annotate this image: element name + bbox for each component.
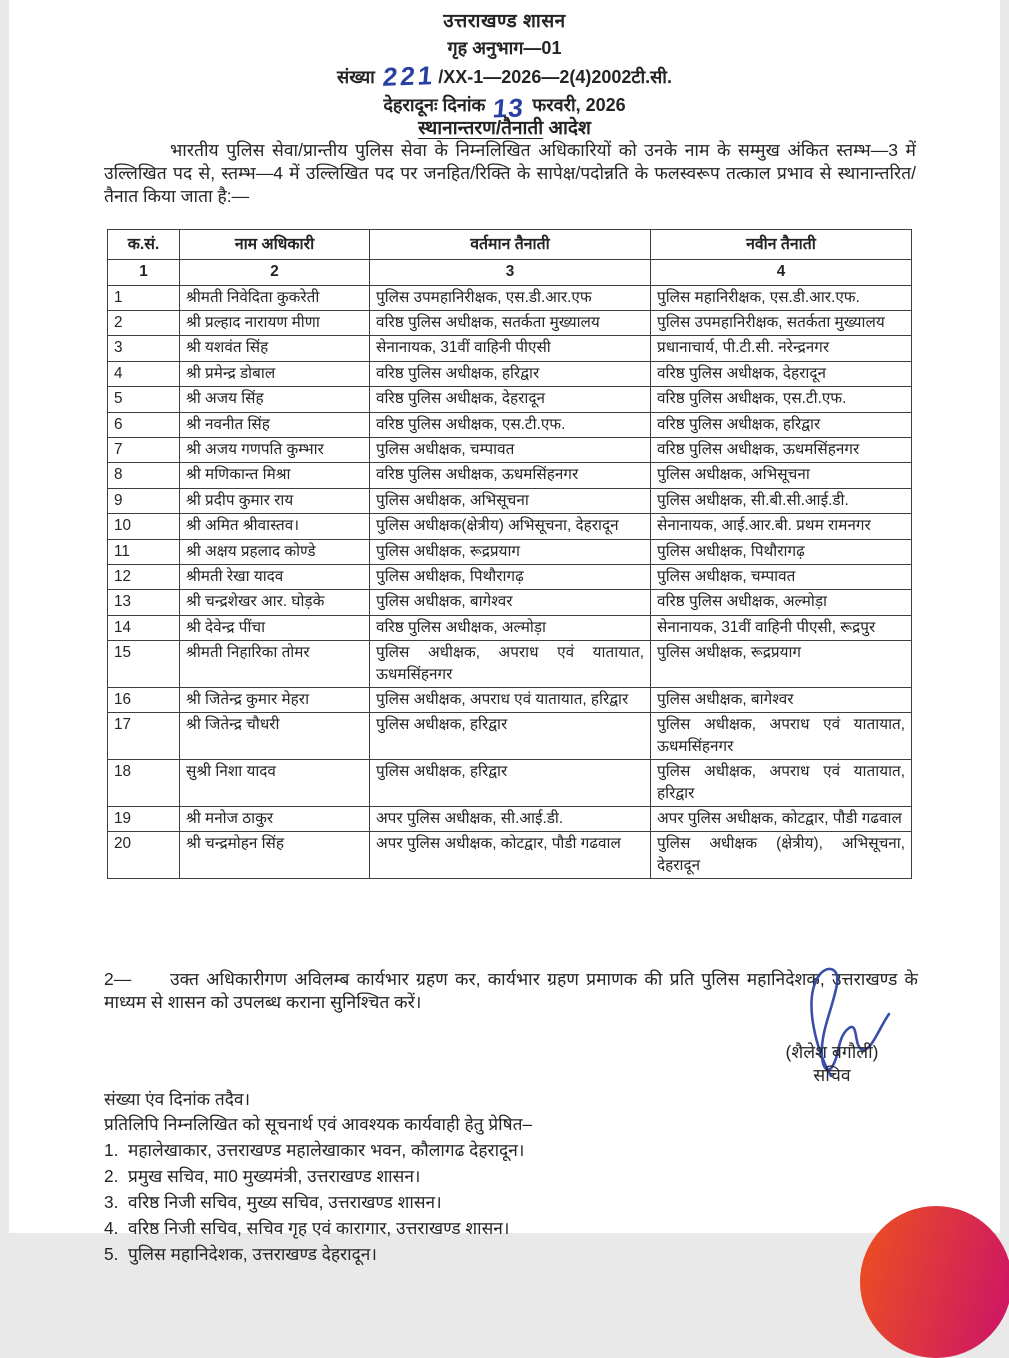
table-row <box>108 641 912 688</box>
cell-serial: 8 <box>108 463 180 488</box>
table-row <box>108 713 912 760</box>
cell-new-posting: पुलिस अधीक्षक, सी.बी.सी.आई.डी. <box>651 488 912 513</box>
cell-current-posting: पुलिस अधीक्षक, बागेश्वर <box>370 590 651 615</box>
table-colnum-row <box>108 260 912 285</box>
cell-serial: 17 <box>108 713 180 760</box>
cell-current-posting: अपर पुलिस अधीक्षक, सी.आई.डी. <box>370 807 651 832</box>
table-row <box>108 760 912 807</box>
cell-serial: 15 <box>108 641 180 688</box>
org-name: उत्तराखण्ड शासन <box>443 11 566 32</box>
cell-new-posting: पुलिस उपमहानिरीक्षक, सतर्कता मुख्यालय <box>651 310 912 335</box>
list-item-text: पुलिस महानिदेशक, उत्तराखण्ड देहरादून। <box>128 1243 377 1264</box>
order-title-rest: आदेश <box>543 118 591 139</box>
date-line <box>9 89 1000 124</box>
order-title <box>9 114 1000 140</box>
handwritten-number: 221 <box>381 60 437 92</box>
table-row <box>108 832 912 879</box>
cell-officer-name: श्री अजय सिंह <box>180 387 370 412</box>
place-label: देहरादूनः दिनांक <box>383 95 486 115</box>
cell-new-posting: वरिष्ठ पुलिस अधीक्षक, अल्मोड़ा <box>651 590 912 615</box>
number-rest: /XX-1—2026—2(4)2002टी.सी. <box>438 67 672 87</box>
table-row <box>108 807 912 832</box>
cell-current-posting: वरिष्ठ पुलिस अधीक्षक, एस.टी.एफ. <box>370 412 651 437</box>
cell-serial: 6 <box>108 412 180 437</box>
cell-serial: 20 <box>108 832 180 879</box>
list-item-number: 2. <box>104 1166 119 1187</box>
cell-officer-name: श्री प्रमेन्द्र डोबाल <box>180 361 370 386</box>
cell-serial: 16 <box>108 688 180 713</box>
list-item <box>104 1165 918 1188</box>
list-item-text: वरिष्ठ निजी सचिव, मुख्य सचिव, उत्तराखण्ड शासन। <box>128 1191 442 1212</box>
cell-officer-name: श्री मणिकान्त मिश्रा <box>180 463 370 488</box>
cell-current-posting: पुलिस अधीक्षक, हरिद्वार <box>370 760 651 807</box>
date-rest: फरवरी, 2026 <box>532 95 626 115</box>
cell-serial: 18 <box>108 760 180 807</box>
same-number-date-line: संख्या एंव दिनांक तदैव। <box>104 1089 251 1109</box>
cell-serial: 5 <box>108 387 180 412</box>
table-row <box>108 564 912 589</box>
number-line <box>9 60 1000 92</box>
list-item <box>104 1243 918 1266</box>
cell-current-posting: वरिष्ठ पुलिस अधीक्षक, अल्मोड़ा <box>370 615 651 640</box>
cell-new-posting: पुलिस अधीक्षक, अपराध एवं यातायात, हरिद्वार <box>651 760 912 807</box>
cell-officer-name: श्री मनोज ठाकुर <box>180 807 370 832</box>
cell-officer-name: श्री चन्द्रमोहन सिंह <box>180 832 370 879</box>
col-header-new: नवीन तैनाती <box>651 230 912 260</box>
list-item-number: 3. <box>104 1191 119 1212</box>
cell-officer-name: श्री प्रदीप कुमार राय <box>180 488 370 513</box>
colnum-1: 1 <box>108 260 180 285</box>
cell-officer-name: श्रीमती निहारिका तोमर <box>180 641 370 688</box>
cell-current-posting: पुलिस अधीक्षक, अपराध एवं यातायात, हरिद्वार <box>370 688 651 713</box>
table-row <box>108 310 912 335</box>
table-row <box>108 336 912 361</box>
cell-serial: 7 <box>108 437 180 462</box>
table-body <box>108 285 912 879</box>
cell-new-posting: वरिष्ठ पुलिस अधीक्षक, हरिद्वार <box>651 412 912 437</box>
cell-new-posting: पुलिस अधीक्षक, बागेश्वर <box>651 688 912 713</box>
intro-paragraph: भारतीय पुलिस सेवा/प्रान्तीय पुलिस सेवा के निम्नलिखित अधिकारियों को उनके नाम के सम्मुख अंकित स्तम्भ—3 में उल्लिखित पद से, स्तम्भ—4 में उल्लिखित पद पर जनहित/रिक्ति के सापेक्ष/पदोन्नति के फलस्वरूप तत्काल प्रभाव से स्थानान्तरित/तैनात किया जाता है:— <box>104 140 916 207</box>
list-item <box>104 1139 918 1162</box>
cell-current-posting: पुलिस अधीक्षक(क्षेत्रीय) अभिसूचना, देहरादून <box>370 514 651 539</box>
cell-officer-name: श्री अक्षय प्रहलाद कोण्डे <box>180 539 370 564</box>
number-label: संख्या <box>337 67 375 87</box>
list-item <box>104 1217 918 1240</box>
cell-officer-name: श्री देवेन्द्र पींचा <box>180 615 370 640</box>
cell-serial: 2 <box>108 310 180 335</box>
cell-current-posting: पुलिस अधीक्षक, अभिसूचना <box>370 488 651 513</box>
cell-current-posting: पुलिस अधीक्षक, रूद्रप्रयाग <box>370 539 651 564</box>
cell-officer-name: श्री यशवंत सिंह <box>180 336 370 361</box>
cell-current-posting: पुलिस उपमहानिरीक्षक, एस.डी.आर.एफ <box>370 285 651 310</box>
table-header-row <box>108 230 912 260</box>
table-row <box>108 488 912 513</box>
cell-serial: 9 <box>108 488 180 513</box>
cell-new-posting: पुलिस अधीक्षक, अपराध एवं यातायात, ऊधमसिंहनगर <box>651 713 912 760</box>
order-title-underlined: स्थानान्तरण/तैनाती <box>418 118 544 139</box>
table-row <box>108 387 912 412</box>
col-header-current: वर्तमान तैनाती <box>370 230 651 260</box>
cell-current-posting: वरिष्ठ पुलिस अधीक्षक, हरिद्वार <box>370 361 651 386</box>
table-row <box>108 285 912 310</box>
red-corner-badge <box>860 1206 1009 1358</box>
cell-officer-name: श्री चन्द्रशेखर आर. घोड़के <box>180 590 370 615</box>
cell-current-posting: अपर पुलिस अधीक्षक, कोटद्वार, पौडी गढवाल <box>370 832 651 879</box>
cell-officer-name: श्री अजय गणपति कुम्भार <box>180 437 370 462</box>
table-row <box>108 688 912 713</box>
cell-officer-name: श्री जितेन्द्र चौधरी <box>180 713 370 760</box>
list-item-number: 5. <box>104 1243 119 1264</box>
copy-list <box>104 1139 918 1266</box>
cell-serial: 11 <box>108 539 180 564</box>
colnum-4: 4 <box>651 260 912 285</box>
cell-new-posting: पुलिस अधीक्षक, अभिसूचना <box>651 463 912 488</box>
cell-new-posting: प्रधानाचार्य, पी.टी.सी. नरेन्द्रनगर <box>651 336 912 361</box>
list-item-text: महालेखाकार, उत्तराखण्ड महालेखाकार भवन, कौलागढ देहरादून। <box>128 1140 525 1161</box>
table-row <box>108 361 912 386</box>
section-line: गृह अनुभाग—01 <box>447 38 562 58</box>
cell-officer-name: श्रीमती निवेदिता कुकरेती <box>180 285 370 310</box>
transfer-table <box>107 229 912 879</box>
signature-block <box>749 1041 915 1087</box>
cell-new-posting: वरिष्ठ पुलिस अधीक्षक, ऊधमसिंहनगर <box>651 437 912 462</box>
cell-new-posting: पुलिस महानिरीक्षक, एस.डी.आर.एफ. <box>651 285 912 310</box>
cell-serial: 3 <box>108 336 180 361</box>
cell-current-posting: पुलिस अधीक्षक, अपराध एवं यातायात, ऊधमसिंहनगर <box>370 641 651 688</box>
table-row <box>108 412 912 437</box>
cell-new-posting: पुलिस अधीक्षक (क्षेत्रीय), अभिसूचना, देहरादून <box>651 832 912 879</box>
table-row <box>108 514 912 539</box>
cell-serial: 4 <box>108 361 180 386</box>
table-row <box>108 539 912 564</box>
cell-officer-name: श्री प्रल्हाद नारायण मीणा <box>180 310 370 335</box>
list-item-text: प्रमुख सचिव, मा0 मुख्यमंत्री, उत्तराखण्ड शासन। <box>128 1166 421 1187</box>
list-item-number: 1. <box>104 1140 119 1161</box>
cell-serial: 10 <box>108 514 180 539</box>
col-header-name: नाम अधिकारी <box>180 230 370 260</box>
cell-current-posting: सेनानायक, 31वीं वाहिनी पीएसी <box>370 336 651 361</box>
document-page <box>9 0 1000 1264</box>
cell-officer-name: श्री नवनीत सिंह <box>180 412 370 437</box>
cell-serial: 14 <box>108 615 180 640</box>
copy-heading: प्रतिलिपि निम्नलिखित को सूचनार्थ एवं आवश्यक कार्यवाही हेतु प्रेषित– <box>104 1114 533 1135</box>
cell-current-posting: पुलिस अधीक्षक, चम्पावत <box>370 437 651 462</box>
cell-current-posting: पुलिस अधीक्षक, पिथौरागढ़ <box>370 564 651 589</box>
table-row <box>108 615 912 640</box>
cell-current-posting: पुलिस अधीक्षक, हरिद्वार <box>370 713 651 760</box>
paragraph-2 <box>104 968 918 1015</box>
cell-new-posting: पुलिस अधीक्षक, रूद्रप्रयाग <box>651 641 912 688</box>
cell-serial: 12 <box>108 564 180 589</box>
signatory-designation: सचिव <box>813 1064 851 1085</box>
paragraph-2-text: उक्त अधिकारीगण अविलम्ब कार्यभार ग्रहण कर, कार्यभार ग्रहण प्रमाणक की प्रति पुलिस महानिदेशक, उत्तराखण्ड के माध्यम से शासन को उपलब्ध कराना सुनिश्चित करें। <box>104 969 918 1013</box>
table-row <box>108 590 912 615</box>
colnum-3: 3 <box>370 260 651 285</box>
cell-officer-name: श्री जितेन्द्र कुमार मेहरा <box>180 688 370 713</box>
cell-new-posting: सेनानायक, 31वीं वाहिनी पीएसी, रूद्रपुर <box>651 615 912 640</box>
paragraph-2-number: 2— <box>104 969 132 989</box>
signatory-name: (शैलेश बगौली) <box>785 1042 879 1062</box>
cell-officer-name: श्री अमित श्रीवास्तव। <box>180 514 370 539</box>
cell-new-posting: वरिष्ठ पुलिस अधीक्षक, देहरादून <box>651 361 912 386</box>
cell-serial: 19 <box>108 807 180 832</box>
cell-new-posting: सेनानायक, आई.आर.बी. प्रथम रामनगर <box>651 514 912 539</box>
cell-new-posting: पुलिस अधीक्षक, पिथौरागढ़ <box>651 539 912 564</box>
colnum-2: 2 <box>180 260 370 285</box>
table-row <box>108 463 912 488</box>
cell-new-posting: अपर पुलिस अधीक्षक, कोटद्वार, पौडी गढवाल <box>651 807 912 832</box>
cell-officer-name: सुश्री निशा यादव <box>180 760 370 807</box>
cell-officer-name: श्रीमती रेखा यादव <box>180 564 370 589</box>
handwritten-date: 13 <box>492 92 526 124</box>
list-item-text: वरिष्ठ निजी सचिव, सचिव गृह एवं कारागार, उत्तराखण्ड शासन। <box>128 1217 510 1238</box>
cell-new-posting: वरिष्ठ पुलिस अधीक्षक, एस.टी.एफ. <box>651 387 912 412</box>
table-row <box>108 437 912 462</box>
cell-current-posting: वरिष्ठ पुलिस अधीक्षक, देहरादून <box>370 387 651 412</box>
cell-serial: 1 <box>108 285 180 310</box>
cell-new-posting: पुलिस अधीक्षक, चम्पावत <box>651 564 912 589</box>
distribution-section <box>104 1088 918 1266</box>
letterhead <box>9 7 1000 124</box>
col-header-serial: क.सं. <box>108 230 180 260</box>
cell-serial: 13 <box>108 590 180 615</box>
cell-current-posting: वरिष्ठ पुलिस अधीक्षक, सतर्कता मुख्यालय <box>370 310 651 335</box>
list-item <box>104 1191 918 1214</box>
list-item-number: 4. <box>104 1217 119 1238</box>
cell-current-posting: वरिष्ठ पुलिस अधीक्षक, ऊधमसिंहनगर <box>370 463 651 488</box>
